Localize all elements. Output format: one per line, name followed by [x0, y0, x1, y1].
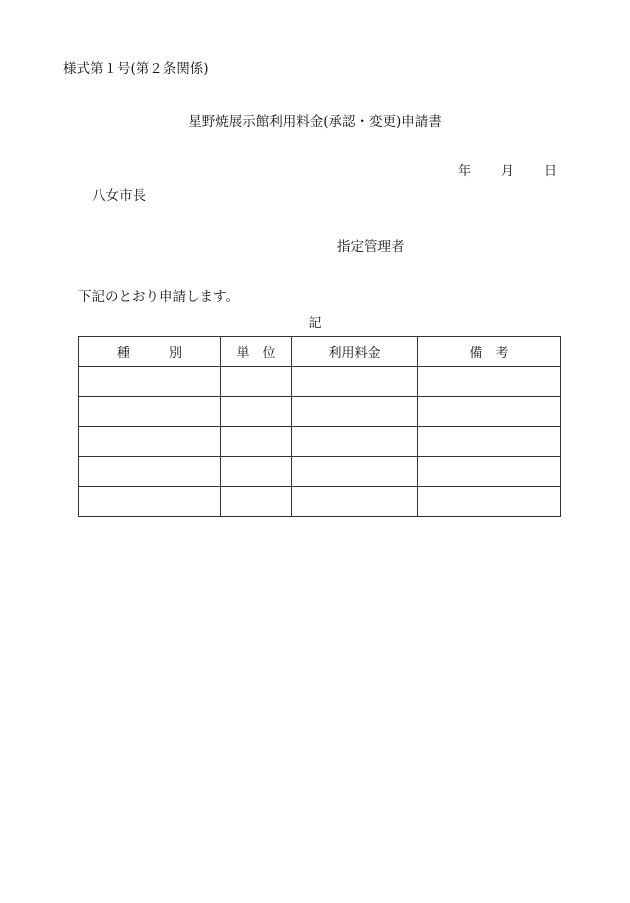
document-title: 星野焼展示館利用料金(承認・変更)申請書: [188, 114, 442, 130]
record-label: 記: [308, 316, 322, 331]
header-type: 種 別: [79, 337, 221, 367]
header-fee: 利用料金: [292, 337, 418, 367]
application-statement: 下記のとおり申請します。: [78, 289, 239, 305]
cell-remarks[interactable]: [418, 427, 561, 457]
header-remarks: 備 考: [418, 337, 561, 367]
cell-remarks[interactable]: [418, 457, 561, 487]
table-row: [79, 457, 561, 487]
header-unit: 単 位: [221, 337, 292, 367]
cell-type[interactable]: [79, 367, 221, 397]
cell-type[interactable]: [79, 457, 221, 487]
cell-unit[interactable]: [221, 397, 292, 427]
cell-unit[interactable]: [221, 487, 292, 517]
cell-remarks[interactable]: [418, 397, 561, 427]
date-line: [458, 165, 557, 178]
cell-remarks[interactable]: [418, 367, 561, 397]
applicant-label: 指定管理者: [337, 239, 405, 255]
table-row: [79, 397, 561, 427]
cell-unit[interactable]: [221, 457, 292, 487]
cell-type[interactable]: [79, 427, 221, 457]
cell-fee[interactable]: [292, 487, 418, 517]
table-row: [79, 367, 561, 397]
cell-fee[interactable]: [292, 367, 418, 397]
cell-fee[interactable]: [292, 427, 418, 457]
cell-remarks[interactable]: [418, 487, 561, 517]
cell-type[interactable]: [79, 487, 221, 517]
form-number: 様式第１号(第２条関係): [63, 61, 209, 77]
table-row: [79, 487, 561, 517]
date-month: 月: [501, 164, 515, 179]
cell-fee[interactable]: [292, 457, 418, 487]
fee-table: [78, 336, 561, 517]
cell-type[interactable]: [79, 397, 221, 427]
table-header-row: [79, 337, 561, 367]
table-row: [79, 427, 561, 457]
cell-fee[interactable]: [292, 397, 418, 427]
addressee: 八女市長: [92, 188, 146, 204]
date-year: 年: [458, 164, 472, 179]
cell-unit[interactable]: [221, 427, 292, 457]
cell-unit[interactable]: [221, 367, 292, 397]
date-day: 日: [544, 164, 558, 179]
